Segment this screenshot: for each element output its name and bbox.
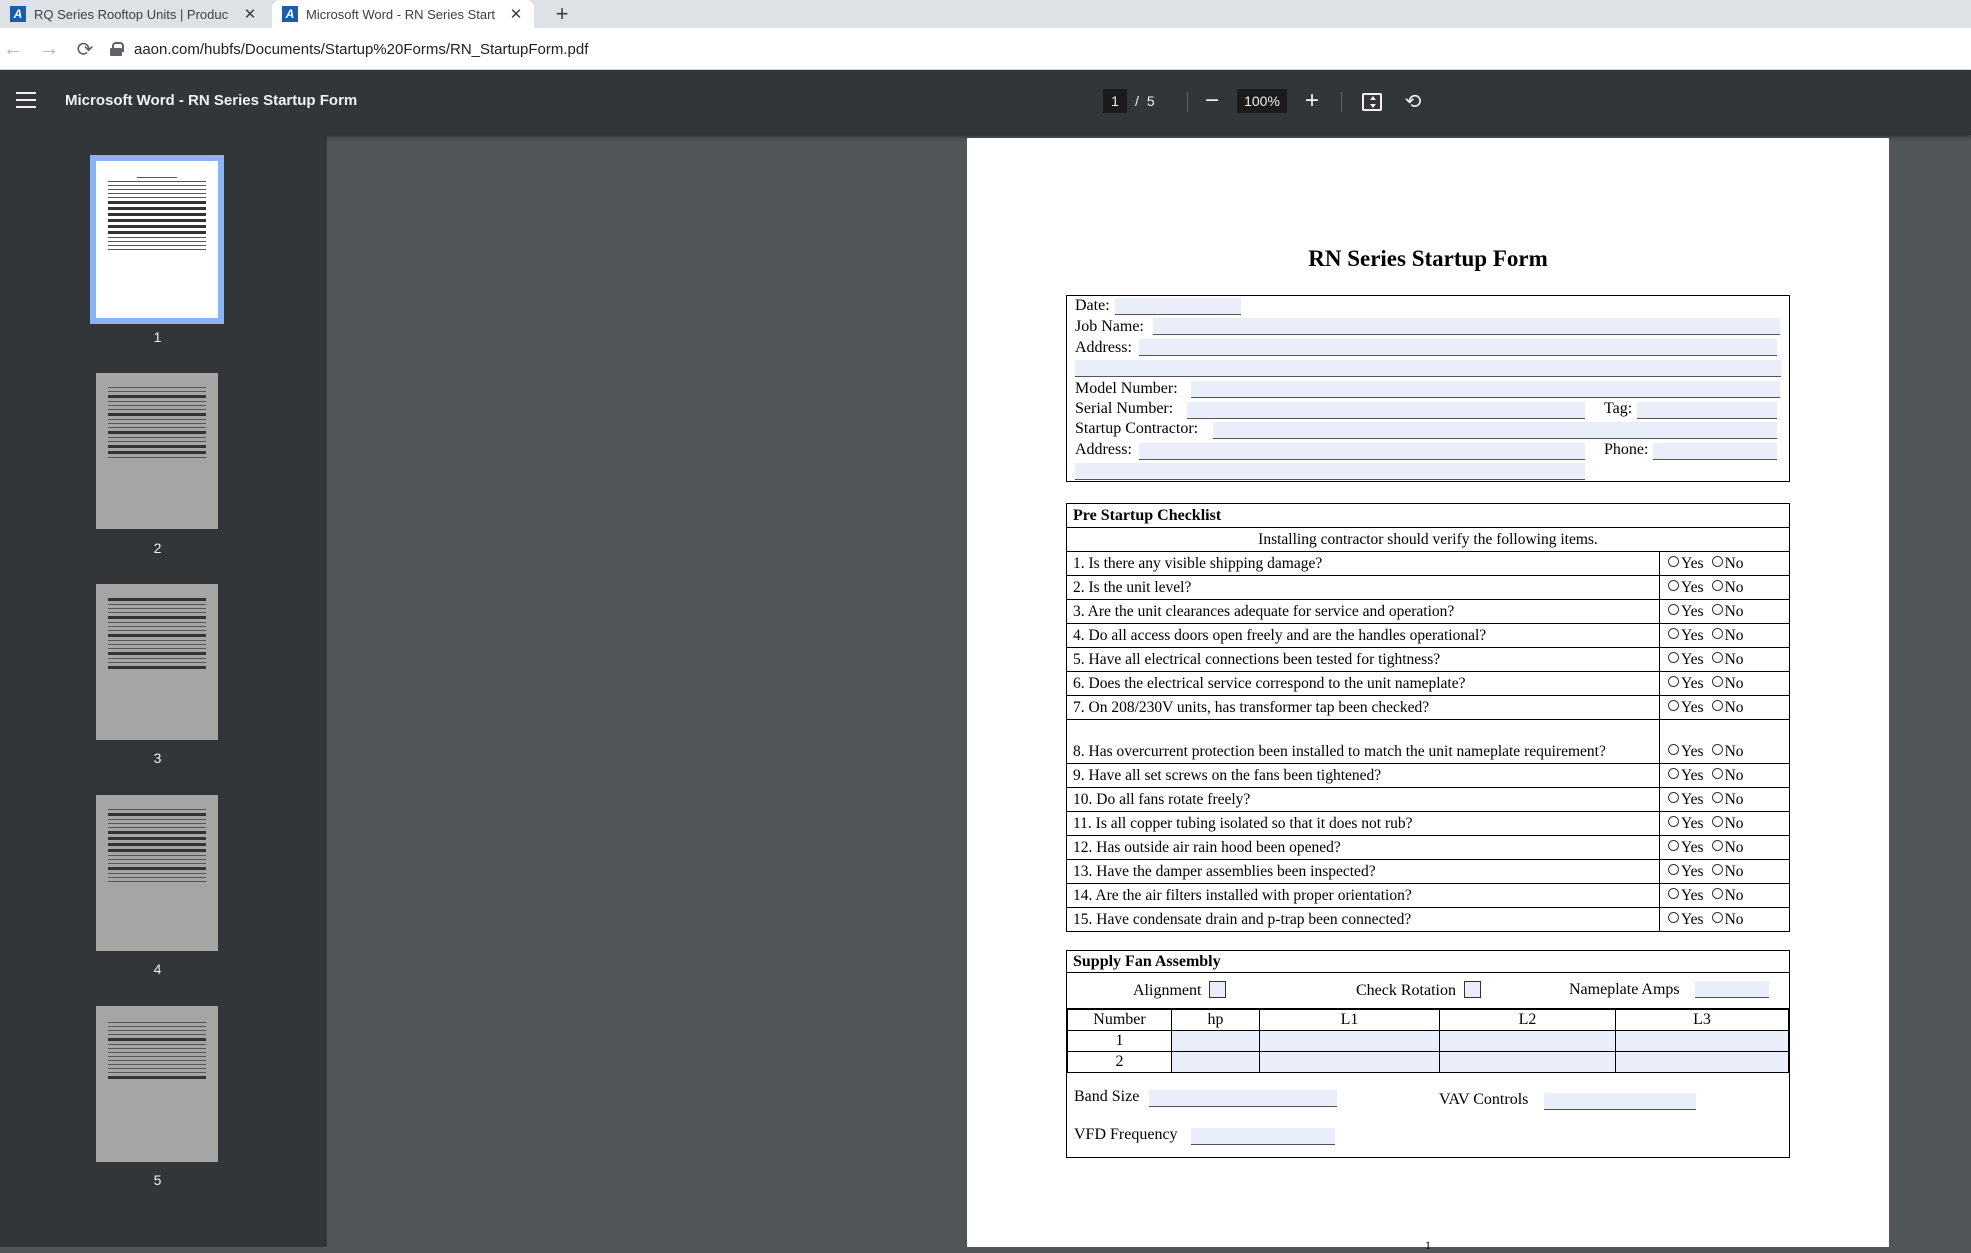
no-label: No <box>1724 651 1744 668</box>
no-radio[interactable] <box>1712 912 1723 923</box>
tab-title: RQ Series Rooftop Units | Produc <box>34 6 229 22</box>
back-arrow-icon[interactable]: ← <box>3 37 23 60</box>
yes-label: Yes <box>1681 651 1704 668</box>
thumbnail-page-1[interactable] <box>90 155 224 324</box>
tag-label: Tag: <box>1604 400 1633 417</box>
checklist-row <box>1067 576 1790 600</box>
tab-rq-series[interactable] <box>0 0 268 28</box>
address-label: Address: <box>1075 339 1132 356</box>
alignment-option <box>1133 981 1226 1000</box>
l2-cell[interactable] <box>1440 1052 1616 1073</box>
job-info-section <box>1066 295 1790 482</box>
no-radio[interactable] <box>1712 556 1723 567</box>
yes-label: Yes <box>1681 627 1704 644</box>
l1-cell[interactable] <box>1260 1052 1440 1073</box>
hp-cell[interactable] <box>1172 1052 1260 1073</box>
yes-radio[interactable] <box>1668 628 1679 639</box>
no-label: No <box>1724 743 1744 760</box>
url-field[interactable] <box>110 34 588 64</box>
checklist-row <box>1067 624 1790 648</box>
document-title: Microsoft Word - RN Series Startup Form <box>65 92 358 109</box>
yes-no-options <box>1660 884 1790 908</box>
no-label: No <box>1724 839 1744 856</box>
browser-tab-bar <box>0 0 1971 28</box>
l1-cell[interactable] <box>1260 1031 1440 1052</box>
yes-no-options <box>1660 812 1790 836</box>
checklist-question: 13. Have the damper assemblies been inspected? <box>1067 860 1660 884</box>
zoom-in-button[interactable]: + <box>1304 87 1319 114</box>
startup-contractor-label: Startup Contractor: <box>1075 420 1199 437</box>
checklist-row <box>1067 672 1790 696</box>
model-number-label: Model Number: <box>1075 380 1178 397</box>
tab-rn-startup-form[interactable] <box>272 0 534 28</box>
checklist-row <box>1067 552 1790 576</box>
yes-radio[interactable] <box>1668 888 1679 899</box>
vav-controls-field[interactable] <box>1544 1093 1696 1110</box>
contractor-address-field-line-2[interactable] <box>1075 463 1585 480</box>
pdf-toolbar <box>0 70 1971 135</box>
no-label: No <box>1724 863 1744 880</box>
checklist-row <box>1067 860 1790 884</box>
checklist-question: 11. Is all copper tubing isolated so that it does not rub? <box>1067 812 1660 836</box>
checklist-question: 1. Is there any visible shipping damage? <box>1067 552 1660 576</box>
checklist-heading: Pre Startup Checklist <box>1067 504 1790 528</box>
checklist-question: 9. Have all set screws on the fans been tightened? <box>1067 764 1660 788</box>
thumbnail-label: 4 <box>153 961 162 977</box>
yes-radio[interactable] <box>1668 604 1679 615</box>
yes-label: Yes <box>1681 839 1704 856</box>
toolbar-divider <box>1187 92 1188 112</box>
yes-radio[interactable] <box>1668 816 1679 827</box>
page-number: 1 <box>1425 1238 1431 1252</box>
fit-to-page-icon[interactable] <box>1362 93 1382 111</box>
page-selector <box>1103 89 1155 113</box>
yes-label: Yes <box>1681 743 1704 760</box>
url-text[interactable]: aaon.com/hubfs/Documents/Startup%20Forms/RN_StartupForm.pdf <box>134 40 589 58</box>
checklist-row <box>1067 788 1790 812</box>
no-radio[interactable] <box>1712 888 1723 899</box>
yes-radio[interactable] <box>1668 700 1679 711</box>
checklist-row <box>1067 836 1790 860</box>
tag-field[interactable] <box>1637 402 1777 419</box>
checklist-question: 12. Has outside air rain hood been opened? <box>1067 836 1660 860</box>
column-header: L1 <box>1260 1010 1440 1031</box>
rotate-counterclockwise-icon[interactable]: ⟲ <box>1404 91 1422 113</box>
checklist-row <box>1067 764 1790 788</box>
no-radio[interactable] <box>1712 816 1723 827</box>
yes-no-options <box>1660 764 1790 788</box>
no-label: No <box>1724 699 1744 716</box>
no-label: No <box>1724 603 1744 620</box>
no-radio[interactable] <box>1712 840 1723 851</box>
no-radio[interactable] <box>1712 700 1723 711</box>
yes-no-options <box>1660 576 1790 600</box>
checklist-row <box>1067 696 1790 720</box>
contractor-address-field[interactable] <box>1139 443 1585 460</box>
address-field-line-2[interactable] <box>1075 360 1781 377</box>
thumbnail-sidebar <box>0 135 327 1247</box>
nameplate-amps-label: Nameplate Amps <box>1569 981 1680 998</box>
yes-no-options <box>1660 552 1790 576</box>
lock-icon[interactable] <box>110 42 122 56</box>
supply-fan-options <box>1067 973 1789 1009</box>
yes-label: Yes <box>1681 815 1704 832</box>
column-header: L2 <box>1440 1010 1616 1031</box>
yes-radio[interactable] <box>1668 792 1679 803</box>
checklist-question: 10. Do all fans rotate freely? <box>1067 788 1660 812</box>
aaon-logo-icon: A <box>10 6 26 22</box>
nameplate-amps-option <box>1569 981 1680 999</box>
no-label: No <box>1724 887 1744 904</box>
yes-no-options <box>1660 720 1790 764</box>
column-header: hp <box>1172 1010 1260 1031</box>
date-label: Date: <box>1075 297 1110 314</box>
pre-startup-checklist <box>1066 503 1790 932</box>
no-label: No <box>1724 627 1744 644</box>
no-radio[interactable] <box>1712 792 1723 803</box>
page-number-input[interactable] <box>1103 89 1127 113</box>
close-icon[interactable]: ✕ <box>509 6 523 23</box>
reload-icon[interactable]: ⟳ <box>76 38 94 61</box>
row-number: 1 <box>1068 1031 1172 1052</box>
thumbnail-page-3[interactable] <box>96 584 218 740</box>
yes-label: Yes <box>1681 863 1704 880</box>
check-rotation-label: Check Rotation <box>1356 982 1456 999</box>
thumbnail-label: 2 <box>153 540 162 556</box>
yes-radio[interactable] <box>1668 556 1679 567</box>
no-label: No <box>1724 791 1744 808</box>
table-row <box>1068 1052 1789 1073</box>
date-field[interactable] <box>1115 298 1241 315</box>
checklist-question: 6. Does the electrical service correspond to the unit nameplate? <box>1067 672 1660 696</box>
nameplate-amps-field[interactable] <box>1695 981 1769 998</box>
column-header: Number <box>1068 1010 1172 1031</box>
yes-no-options <box>1660 648 1790 672</box>
yes-label: Yes <box>1681 791 1704 808</box>
no-label: No <box>1724 767 1744 784</box>
yes-radio[interactable] <box>1668 580 1679 591</box>
aaon-logo-icon: A <box>282 6 298 22</box>
job-name-field[interactable] <box>1153 318 1780 335</box>
no-radio[interactable] <box>1712 604 1723 615</box>
page-separator: / <box>1135 93 1139 109</box>
yes-no-options <box>1660 836 1790 860</box>
yes-label: Yes <box>1681 699 1704 716</box>
phone-field[interactable] <box>1653 443 1777 460</box>
thumbnail-label: 3 <box>153 750 162 766</box>
thumbnail-page-2[interactable] <box>96 373 218 529</box>
yes-no-options <box>1660 624 1790 648</box>
yes-label: Yes <box>1681 555 1704 572</box>
checklist-question: 8. Has overcurrent protection been installed to match the unit nameplate requirement? <box>1067 720 1660 764</box>
checklist-question: 3. Are the unit clearances adequate for service and operation? <box>1067 600 1660 624</box>
yes-no-options <box>1660 672 1790 696</box>
no-label: No <box>1724 911 1744 928</box>
thumbnail-label: 5 <box>153 1172 162 1188</box>
yes-label: Yes <box>1681 887 1704 904</box>
address-field[interactable] <box>1139 339 1777 356</box>
l3-cell[interactable] <box>1616 1031 1789 1052</box>
supply-fan-heading: Supply Fan Assembly <box>1067 951 1789 973</box>
yes-label: Yes <box>1681 603 1704 620</box>
no-radio[interactable] <box>1712 628 1723 639</box>
no-radio[interactable] <box>1712 580 1723 591</box>
contractor-address-label: Address: <box>1075 441 1132 458</box>
checklist-row <box>1067 812 1790 836</box>
no-label: No <box>1724 579 1744 596</box>
band-size-field[interactable] <box>1149 1090 1337 1107</box>
close-icon[interactable]: ✕ <box>243 6 257 23</box>
forward-arrow-icon[interactable]: → <box>39 37 59 60</box>
checklist-question: 7. On 208/230V units, has transformer tap been checked? <box>1067 696 1660 720</box>
yes-no-options <box>1660 788 1790 812</box>
no-radio[interactable] <box>1712 744 1723 755</box>
startup-contractor-field[interactable] <box>1213 422 1777 439</box>
yes-label: Yes <box>1681 911 1704 928</box>
yes-radio[interactable] <box>1668 768 1679 779</box>
checklist-row <box>1067 648 1790 672</box>
yes-no-options <box>1660 696 1790 720</box>
job-name-label: Job Name: <box>1075 318 1144 335</box>
checklist-question: 5. Have all electrical connections been tested for tightness? <box>1067 648 1660 672</box>
yes-label: Yes <box>1681 579 1704 596</box>
alignment-checkbox[interactable] <box>1209 981 1226 998</box>
checklist-row <box>1067 720 1790 764</box>
checklist-question: 15. Have condensate drain and p-trap been connected? <box>1067 908 1660 932</box>
no-label: No <box>1724 815 1744 832</box>
yes-no-options <box>1660 908 1790 932</box>
model-number-field[interactable] <box>1191 381 1780 398</box>
yes-radio[interactable] <box>1668 652 1679 663</box>
thumbnail-page-5[interactable] <box>96 1006 218 1162</box>
checklist-question: 4. Do all access doors open freely and are the handles operational? <box>1067 624 1660 648</box>
form-title: RN Series Startup Form <box>1308 246 1548 271</box>
band-size-label: Band Size <box>1074 1088 1140 1105</box>
phone-label: Phone: <box>1604 441 1649 458</box>
yes-label: Yes <box>1681 675 1704 692</box>
no-radio[interactable] <box>1712 768 1723 779</box>
check-rotation-checkbox[interactable] <box>1464 981 1481 998</box>
zoom-out-button[interactable]: − <box>1204 87 1219 114</box>
yes-radio[interactable] <box>1668 744 1679 755</box>
thumbnail-page-4[interactable] <box>96 795 218 951</box>
yes-radio[interactable] <box>1668 840 1679 851</box>
address-bar <box>0 28 1971 70</box>
alignment-label: Alignment <box>1133 982 1202 999</box>
page-total: 5 <box>1146 93 1155 109</box>
zoom-level-input[interactable] <box>1237 89 1287 113</box>
supply-fan-table <box>1067 1009 1789 1073</box>
vfd-frequency-label: VFD Frequency <box>1074 1126 1178 1143</box>
yes-label: Yes <box>1681 767 1704 784</box>
new-tab-button[interactable]: + <box>555 1 569 26</box>
yes-no-options <box>1660 860 1790 884</box>
checklist-subheading: Installing contractor should verify the following items. <box>1067 528 1790 552</box>
yes-radio[interactable] <box>1668 912 1679 923</box>
checklist-row <box>1067 884 1790 908</box>
serial-number-label: Serial Number: <box>1075 400 1174 417</box>
no-label: No <box>1724 675 1744 692</box>
hamburger-menu-icon[interactable] <box>16 92 36 108</box>
no-label: No <box>1724 555 1744 572</box>
table-row <box>1068 1031 1789 1052</box>
hp-cell[interactable] <box>1172 1031 1260 1052</box>
l2-cell[interactable] <box>1440 1031 1616 1052</box>
tab-title: Microsoft Word - RN Series Start <box>306 6 496 22</box>
checklist-question: 14. Are the air filters installed with proper orientation? <box>1067 884 1660 908</box>
column-header: L3 <box>1616 1010 1789 1031</box>
no-radio[interactable] <box>1712 676 1723 687</box>
pdf-page <box>967 138 1889 1252</box>
yes-radio[interactable] <box>1668 864 1679 875</box>
vfd-frequency-field[interactable] <box>1191 1128 1335 1145</box>
toolbar-divider <box>1341 92 1342 112</box>
checklist-row <box>1067 908 1790 932</box>
checklist-row <box>1067 600 1790 624</box>
checklist-question: 2. Is the unit level? <box>1067 576 1660 600</box>
no-radio[interactable] <box>1712 652 1723 663</box>
l3-cell[interactable] <box>1616 1052 1789 1073</box>
no-radio[interactable] <box>1712 864 1723 875</box>
vav-controls-label: VAV Controls <box>1439 1091 1529 1108</box>
serial-number-field[interactable] <box>1187 402 1585 419</box>
check-rotation-option <box>1356 981 1481 1000</box>
thumbnail-label: 1 <box>153 329 162 345</box>
yes-radio[interactable] <box>1668 676 1679 687</box>
supply-fan-section <box>1066 950 1790 1158</box>
yes-no-options <box>1660 600 1790 624</box>
row-number: 2 <box>1068 1052 1172 1073</box>
